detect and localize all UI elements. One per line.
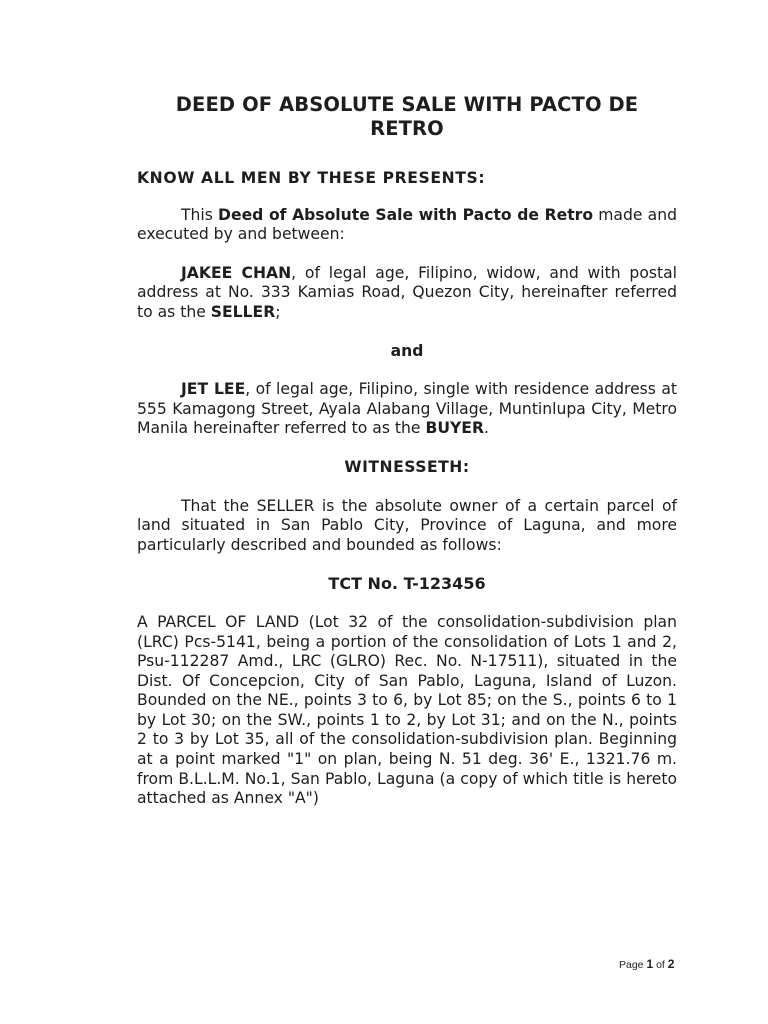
- buyer-role: BUYER: [425, 419, 484, 438]
- seller-paragraph: [137, 264, 677, 323]
- intro-paragraph: [137, 206, 677, 245]
- buyer-paragraph: [137, 380, 677, 439]
- ownership-paragraph: That the SELLER is the absolute owner of a certain parcel of land situated in San Pablo City, Province of Laguna, and more particularly described and bounded as follows:: [137, 496, 677, 554]
- intro-deed-name: Deed of Absolute Sale with Pacto de Retro: [218, 205, 594, 224]
- buyer-details: , of legal age, Filipino, single with residence address at 555 Kamagong Street, Ayala Alabang Village, Muntinlupa City, Metro Manila hereinafter referred to as the: [137, 380, 677, 438]
- document-title: DEED OF ABSOLUTE SALE WITH PACTO DE RETRO: [175, 93, 639, 140]
- current-page: 1: [646, 957, 654, 971]
- buyer-name: JET LEE: [181, 380, 246, 399]
- of-label: of: [656, 959, 665, 971]
- seller-name: JAKEE CHAN: [181, 263, 292, 282]
- buyer-end: .: [483, 419, 489, 438]
- witnesseth-heading: WITNESSETH:: [344, 457, 470, 476]
- intro-pre: This: [181, 205, 219, 224]
- seller-details: , of legal age, Filipino, widow, and with postal address at No. 333 Kamias Road, Quezon City, hereinafter referred to as the: [137, 263, 677, 321]
- and-separator: and: [390, 341, 424, 360]
- seller-end: ;: [275, 302, 281, 321]
- seller-role: SELLER: [210, 302, 276, 321]
- preamble-heading: KNOW ALL MEN BY THESE PRESENTS:: [137, 169, 486, 187]
- tct-number: TCT No. T-123456: [328, 574, 486, 594]
- document-body: [137, 93, 677, 809]
- page-label: Page: [619, 959, 644, 971]
- total-pages: 2: [667, 957, 675, 971]
- land-description: A PARCEL OF LAND (Lot 32 of the consolidation-subdivision plan (LRC) Pcs-5141, being a portion of the consolidation of Lots 1 and 2, Psu-112287 Amd., LRC (GLRO) Rec. No. N-17511), situated in the Dist. Of Concepcion, City of San Pablo, Laguna, Island of Luzon. Bounded on the NE., points 3 to 6, by Lot 85; on the S., points 6 to 1 by Lot 30; on the SW., points 1 to 2, by Lot 31; and on the N., points 2 to 3 by Lot 35, all of the consolidation-subdivision plan. Beginning at a point marked "1" on plan, being N. 51 deg. 36' E., 1321.76 m. from B.L.L.M. No.1, San Pablo, Laguna (a copy of which title is hereto attached as Annex "A"): [137, 612, 677, 808]
- page-number-footer: [619, 957, 674, 971]
- intro-post: made and executed by and between:: [137, 205, 677, 244]
